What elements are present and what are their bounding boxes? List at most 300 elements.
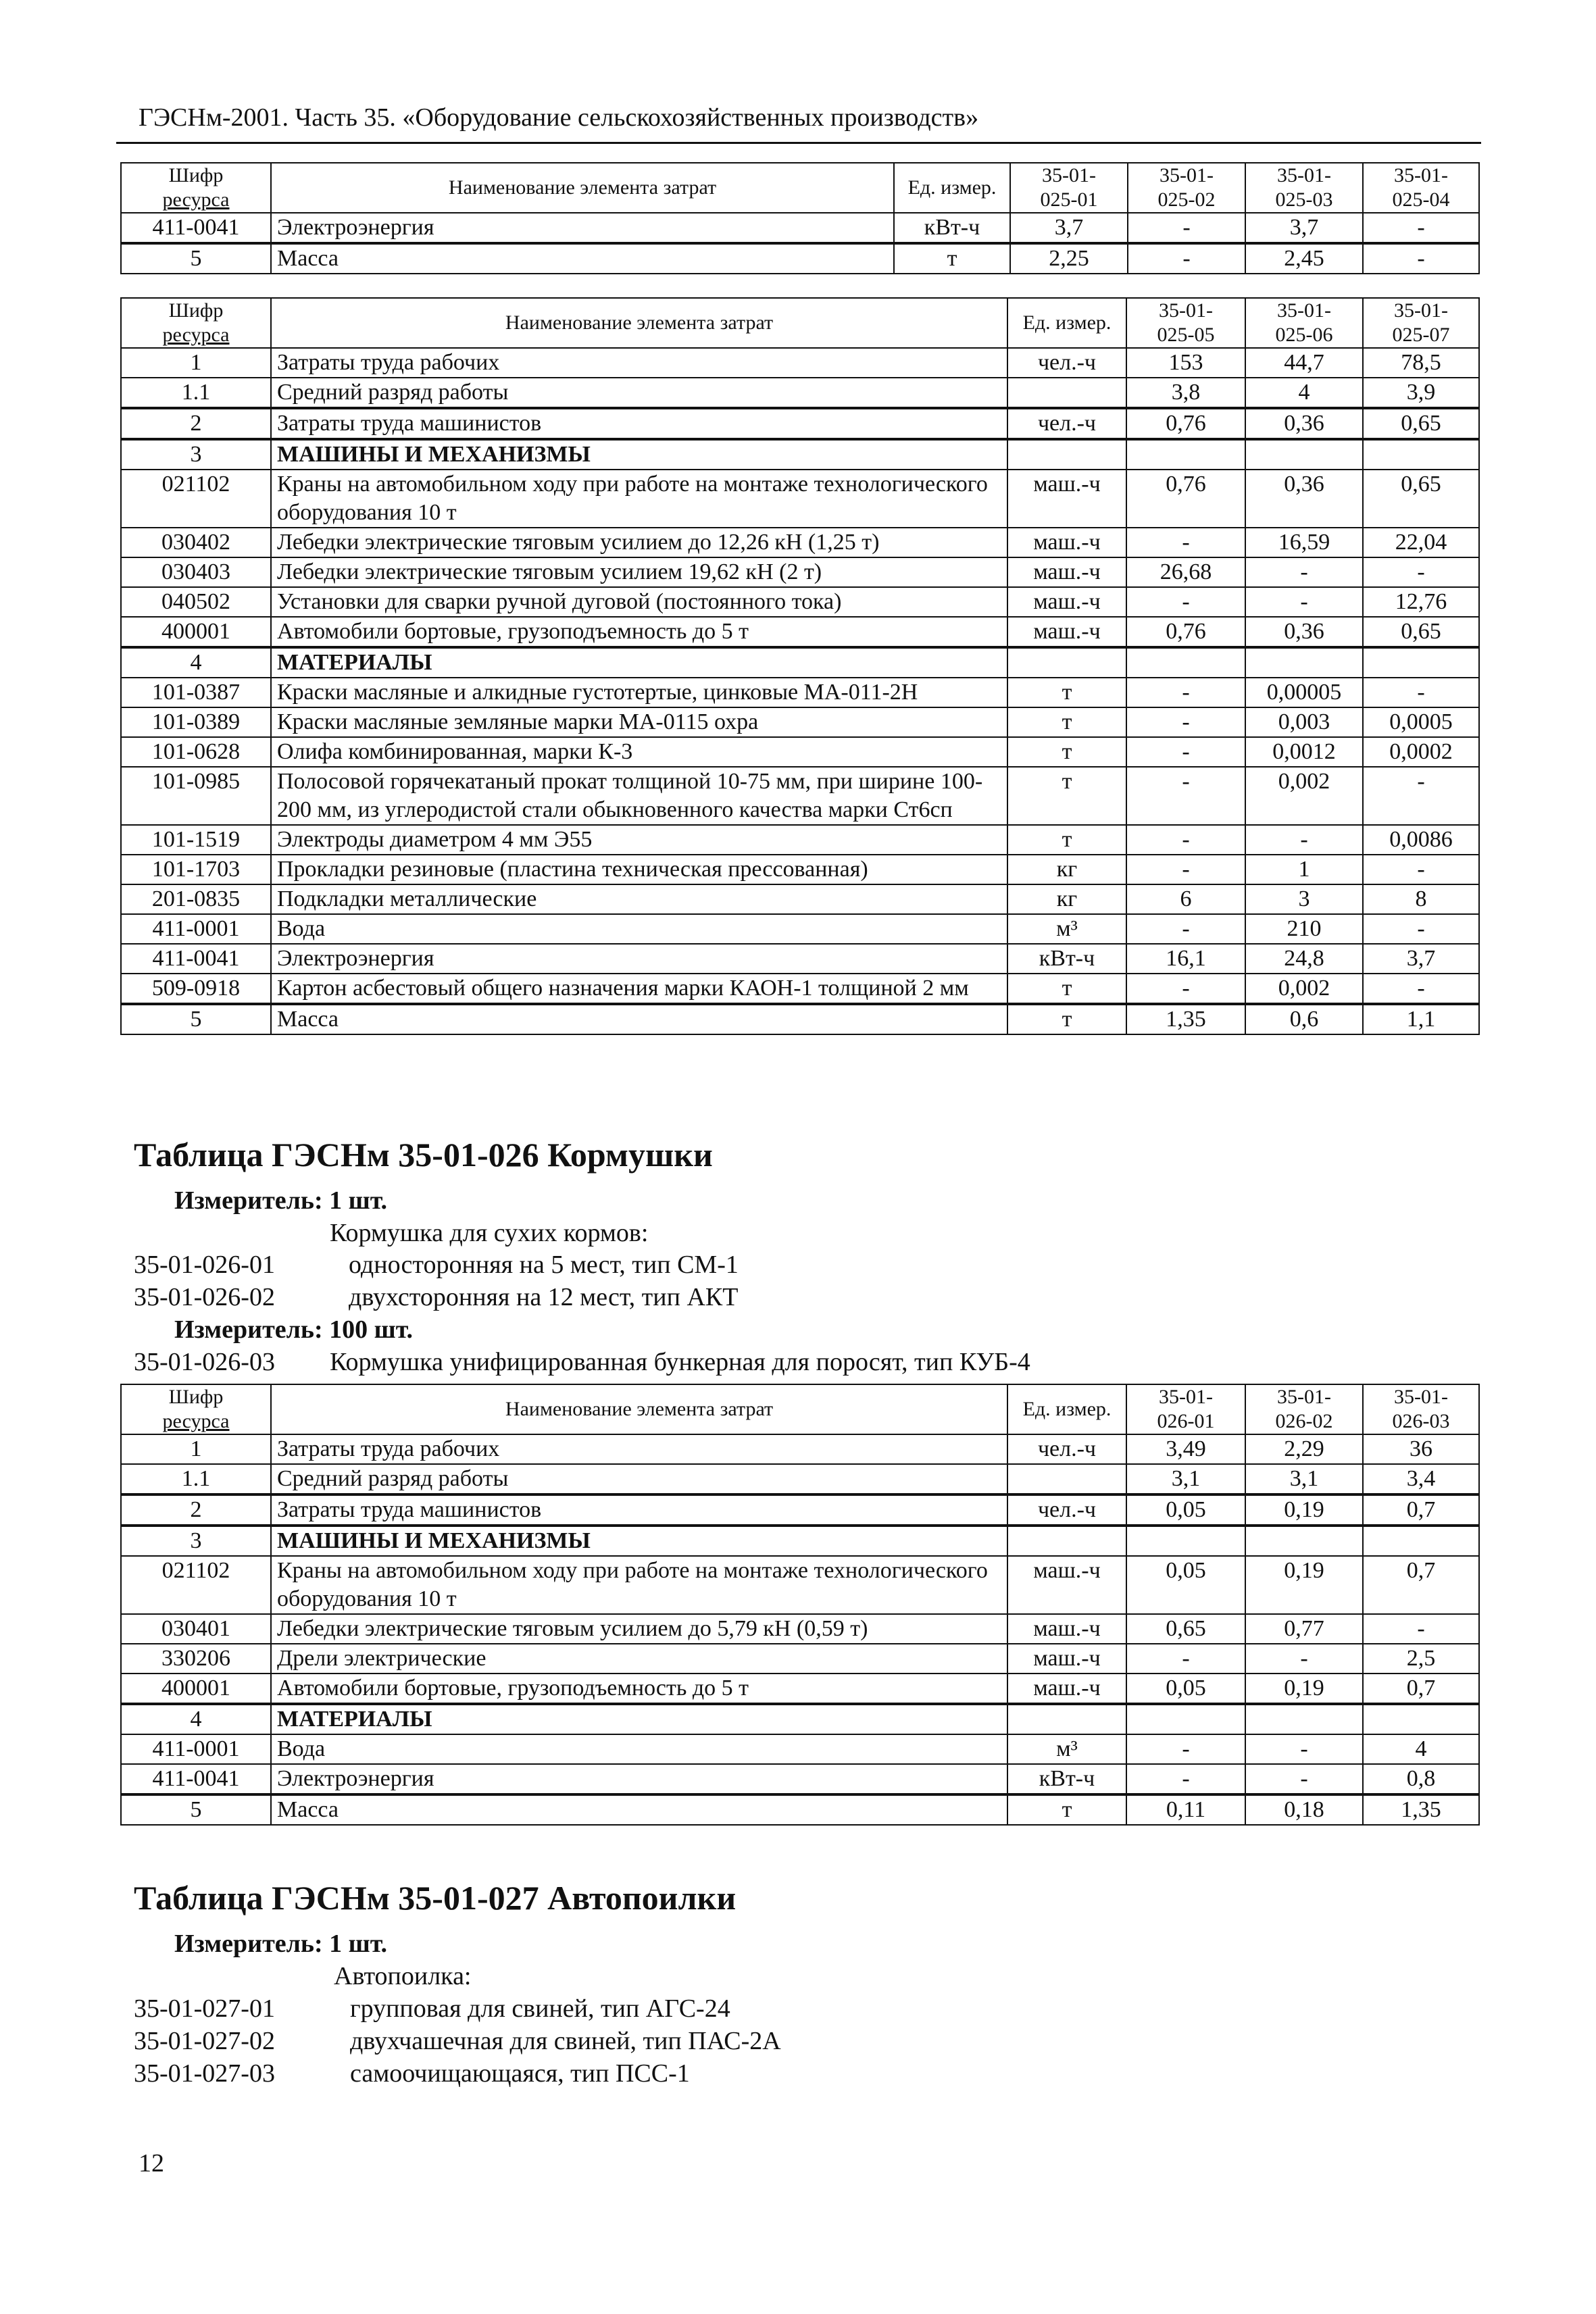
table-row <box>121 974 1479 1004</box>
row-value: 0,05 <box>1126 1556 1245 1614</box>
row-code: 411-0041 <box>121 1764 271 1794</box>
table-row <box>121 1644 1479 1674</box>
row-value: - <box>1128 213 1245 243</box>
row-name: Масса <box>271 1794 1007 1825</box>
row-value: 0,77 <box>1245 1614 1363 1644</box>
table-row <box>121 243 1479 274</box>
row-code: 330206 <box>121 1644 271 1674</box>
row-code: 021102 <box>121 1556 271 1614</box>
row-value: 0,36 <box>1245 408 1363 439</box>
row-value: 1 <box>1245 855 1363 884</box>
row-code: 411-0041 <box>121 944 271 974</box>
table-row <box>121 557 1479 587</box>
row-value: - <box>1126 587 1245 617</box>
table-row <box>121 439 1479 470</box>
row-value: 0,7 <box>1363 1674 1479 1704</box>
row-unit: т <box>894 243 1010 274</box>
row-name: Автомобили бортовые, грузоподъемность до 5 т <box>271 617 1007 647</box>
row-name: МАТЕРИАЛЫ <box>271 647 1007 678</box>
row-name: Электроэнергия <box>271 944 1007 974</box>
header-norm-code <box>1245 163 1363 213</box>
row-value: 0,11 <box>1126 1794 1245 1825</box>
table-row <box>121 1004 1479 1034</box>
row-value: 0,002 <box>1245 974 1363 1004</box>
row-code: 4 <box>121 1704 271 1734</box>
row-value: 26,68 <box>1126 557 1245 587</box>
row-unit <box>1007 1704 1126 1734</box>
row-value: 0,19 <box>1245 1556 1363 1614</box>
row-unit: чел.-ч <box>1007 1434 1126 1464</box>
row-unit: т <box>1007 825 1126 855</box>
row-value: 16,1 <box>1126 944 1245 974</box>
header-unit: Ед. измер. <box>1007 1384 1126 1434</box>
row-value: 3,8 <box>1126 378 1245 408</box>
row-unit: маш.-ч <box>1007 470 1126 528</box>
item-code: 35-01-027-03 <box>134 2059 275 2088</box>
row-value: 1,35 <box>1126 1004 1245 1034</box>
row-value: 3,7 <box>1245 213 1363 243</box>
table-026-item-3 <box>134 1347 1418 1380</box>
row-value: 0,65 <box>1363 470 1479 528</box>
row-code: 1 <box>121 1434 271 1464</box>
row-code: 400001 <box>121 617 271 647</box>
header-norm-line-1: 35-01- <box>1042 164 1096 186</box>
header-norm-line-2: 025-02 <box>1157 188 1216 211</box>
row-value <box>1245 1704 1363 1734</box>
header-norm-line-2: 026-02 <box>1275 1410 1333 1432</box>
row-name: Полосовой горячекатаный прокат толщиной 10-75 мм, при ширине 100-200 мм, из углеродистой стали обыкновенного качества марки Ст6сп <box>271 767 1007 825</box>
row-name: Вода <box>271 1734 1007 1764</box>
header-norm-line-2: 025-06 <box>1275 324 1333 346</box>
row-value: 4 <box>1363 1734 1479 1764</box>
row-value: 153 <box>1126 348 1245 378</box>
row-code: 101-0628 <box>121 737 271 767</box>
header-code-line-2: ресурса <box>162 188 230 211</box>
header-unit: Ед. измер. <box>894 163 1010 213</box>
header-norm-code <box>1010 163 1128 213</box>
header-code-line-2: ресурса <box>162 324 230 346</box>
item-code: 35-01-027-01 <box>134 1994 275 2023</box>
row-value: 0,65 <box>1363 617 1479 647</box>
row-value <box>1363 647 1479 678</box>
row-name: Дрели электрические <box>271 1644 1007 1674</box>
table-row <box>121 1464 1479 1494</box>
table-row <box>121 1764 1479 1794</box>
header-code-line-1: Шифр <box>168 164 224 186</box>
row-value: 0,7 <box>1363 1494 1479 1526</box>
row-value: 16,59 <box>1245 528 1363 557</box>
row-value: 3,7 <box>1010 213 1128 243</box>
row-value: - <box>1126 1764 1245 1794</box>
row-code: 101-0985 <box>121 767 271 825</box>
row-value: 1,1 <box>1363 1004 1479 1034</box>
row-unit: чел.-ч <box>1007 348 1126 378</box>
row-value: 36 <box>1363 1434 1479 1464</box>
table-row <box>121 855 1479 884</box>
header-norm-line-2: 025-04 <box>1392 188 1450 211</box>
row-value: 0,65 <box>1363 408 1479 439</box>
header-norm-line-2: 026-01 <box>1157 1410 1215 1432</box>
row-name: МАШИНЫ И МЕХАНИЗМЫ <box>271 439 1007 470</box>
page-number: 12 <box>139 2149 164 2178</box>
row-code: 3 <box>121 1526 271 1556</box>
row-value: 0,18 <box>1245 1794 1363 1825</box>
row-name: Вода <box>271 914 1007 944</box>
row-unit: кВт-ч <box>894 213 1010 243</box>
header-norm-line-2: 025-03 <box>1275 188 1333 211</box>
row-value: 2,25 <box>1010 243 1128 274</box>
row-unit: т <box>1007 974 1126 1004</box>
row-unit: кВт-ч <box>1007 944 1126 974</box>
header-norm-line-1: 35-01- <box>1394 1386 1448 1408</box>
row-value: - <box>1363 213 1479 243</box>
row-value: 2,5 <box>1363 1644 1479 1674</box>
row-value: 0,19 <box>1245 1494 1363 1526</box>
row-value: - <box>1126 855 1245 884</box>
row-value: 24,8 <box>1245 944 1363 974</box>
row-value: - <box>1363 974 1479 1004</box>
row-unit: т <box>1007 1004 1126 1034</box>
row-value: - <box>1128 243 1245 274</box>
header-norm-line-1: 35-01- <box>1159 164 1214 186</box>
header-norm-code <box>1126 1384 1245 1434</box>
item-text: Кормушка унифицированная бункерная для поросят, тип КУБ-4 <box>330 1348 1030 1376</box>
row-code: 201-0835 <box>121 884 271 914</box>
table-row <box>121 470 1479 528</box>
row-unit: м³ <box>1007 914 1126 944</box>
row-code: 030401 <box>121 1614 271 1644</box>
running-header: ГЭСНм-2001. Часть 35. «Оборудование сельскохозяйственных производств» <box>139 103 979 132</box>
header-name: Наименование элемента затрат <box>271 1384 1007 1434</box>
row-unit: т <box>1007 1794 1126 1825</box>
row-unit <box>1007 1464 1126 1494</box>
item-code: 35-01-026-02 <box>134 1283 275 1311</box>
row-name: Затраты труда рабочих <box>271 1434 1007 1464</box>
row-value: 3,9 <box>1363 378 1479 408</box>
row-code: 101-0387 <box>121 678 271 707</box>
header-norm-line-1: 35-01- <box>1159 299 1213 322</box>
row-value <box>1126 1526 1245 1556</box>
row-code: 5 <box>121 1794 271 1825</box>
row-code: 3 <box>121 439 271 470</box>
header-code-line-2: ресурса <box>162 1410 230 1432</box>
header-name: Наименование элемента затрат <box>271 163 894 213</box>
row-code: 1.1 <box>121 378 271 408</box>
row-unit: чел.-ч <box>1007 408 1126 439</box>
table-026-measure-1: Измеритель: 1 шт. <box>174 1186 388 1215</box>
table-row <box>121 1704 1479 1734</box>
table-row <box>121 1734 1479 1764</box>
row-unit: маш.-ч <box>1007 1674 1126 1704</box>
row-value: - <box>1126 825 1245 855</box>
row-value: - <box>1245 825 1363 855</box>
row-unit <box>1007 378 1126 408</box>
table-row <box>121 528 1479 557</box>
row-name: Затраты труда машинистов <box>271 408 1007 439</box>
row-code: 400001 <box>121 1674 271 1704</box>
row-value: 3,7 <box>1363 944 1479 974</box>
row-unit: т <box>1007 737 1126 767</box>
row-name: Автомобили бортовые, грузоподъемность до 5 т <box>271 1674 1007 1704</box>
header-norm-line-1: 35-01- <box>1159 1386 1213 1408</box>
header-rule <box>116 142 1481 144</box>
row-code: 030403 <box>121 557 271 587</box>
row-value: - <box>1126 1734 1245 1764</box>
row-name: МАШИНЫ И МЕХАНИЗМЫ <box>271 1526 1007 1556</box>
table-027-title: Таблица ГЭСНм 35-01-027 Автопоилки <box>134 1879 737 1917</box>
table-027-measure-1: Измеритель: 1 шт. <box>174 1930 388 1958</box>
row-value: - <box>1126 914 1245 944</box>
row-value: 6 <box>1126 884 1245 914</box>
row-value: 210 <box>1245 914 1363 944</box>
row-code: 411-0001 <box>121 1734 271 1764</box>
row-value: 2,29 <box>1245 1434 1363 1464</box>
header-norm-line-2: 025-01 <box>1040 188 1098 211</box>
row-code: 021102 <box>121 470 271 528</box>
item-text: двухсторонняя на 12 мест, тип АКТ <box>349 1283 739 1311</box>
header-norm-line-2: 025-05 <box>1157 324 1215 346</box>
header-norm-code <box>1363 163 1479 213</box>
row-value: 44,7 <box>1245 348 1363 378</box>
row-value: 3,1 <box>1126 1464 1245 1494</box>
item-code: 35-01-027-02 <box>134 2027 275 2055</box>
table-row <box>121 825 1479 855</box>
row-value: - <box>1363 1614 1479 1644</box>
item-text: групповая для свиней, тип АГС-24 <box>350 1994 730 2023</box>
row-code: 5 <box>121 243 271 274</box>
header-code <box>121 163 271 213</box>
row-unit: маш.-ч <box>1007 528 1126 557</box>
table-row <box>121 737 1479 767</box>
row-name: Олифа комбинированная, марки К-3 <box>271 737 1007 767</box>
row-unit <box>1007 1526 1126 1556</box>
row-name: Лебедки электрические тяговым усилием до 12,26 кН (1,25 т) <box>271 528 1007 557</box>
row-unit: кг <box>1007 855 1126 884</box>
resource-table-026 <box>120 1384 1480 1826</box>
row-name: Установки для сварки ручной дуговой (постоянного тока) <box>271 587 1007 617</box>
row-name: Лебедки электрические тяговым усилием 19,62 кН (2 т) <box>271 557 1007 587</box>
table-header-row <box>121 1384 1479 1434</box>
row-value: - <box>1245 557 1363 587</box>
row-unit: кВт-ч <box>1007 1764 1126 1794</box>
row-name: Масса <box>271 243 894 274</box>
table-row <box>121 378 1479 408</box>
header-code-line-1: Шифр <box>168 1386 224 1408</box>
item-text: самоочищающаяся, тип ПСС-1 <box>350 2059 690 2088</box>
table-026-measure-2: Измеритель: 100 шт. <box>174 1315 414 1344</box>
row-unit: маш.-ч <box>1007 557 1126 587</box>
header-name: Наименование элемента затрат <box>271 298 1007 348</box>
row-value: 0,8 <box>1363 1764 1479 1794</box>
row-value: 3 <box>1245 884 1363 914</box>
row-value: - <box>1126 1644 1245 1674</box>
row-code: 030402 <box>121 528 271 557</box>
row-unit: маш.-ч <box>1007 617 1126 647</box>
row-name: Краски масляные земляные марки МА-0115 охра <box>271 707 1007 737</box>
row-value: 3,49 <box>1126 1434 1245 1464</box>
row-code: 5 <box>121 1004 271 1034</box>
row-code: 101-1703 <box>121 855 271 884</box>
item-text: односторонняя на 5 мест, тип СМ-1 <box>349 1251 739 1279</box>
row-unit: маш.-ч <box>1007 1644 1126 1674</box>
row-value: 78,5 <box>1363 348 1479 378</box>
resource-table-025-part1 <box>120 162 1480 274</box>
table-row <box>121 944 1479 974</box>
row-unit: т <box>1007 707 1126 737</box>
row-unit: м³ <box>1007 1734 1126 1764</box>
row-value <box>1245 439 1363 470</box>
header-norm-code <box>1128 163 1245 213</box>
row-value: - <box>1126 528 1245 557</box>
row-value: - <box>1126 737 1245 767</box>
table-row <box>121 1556 1479 1614</box>
table-027-group-label: Автопоилка: <box>334 1962 472 1990</box>
header-norm-line-1: 35-01- <box>1394 164 1448 186</box>
table-header-row <box>121 163 1479 213</box>
row-value: 12,76 <box>1363 587 1479 617</box>
row-value: 0,0012 <box>1245 737 1363 767</box>
table-row <box>121 1526 1479 1556</box>
table-row <box>121 767 1479 825</box>
row-value: 0,05 <box>1126 1494 1245 1526</box>
header-unit: Ед. измер. <box>1007 298 1126 348</box>
table-row <box>121 348 1479 378</box>
row-unit: чел.-ч <box>1007 1494 1126 1526</box>
header-norm-line-1: 35-01- <box>1277 1386 1331 1408</box>
row-code: 2 <box>121 408 271 439</box>
row-name: Затраты труда машинистов <box>271 1494 1007 1526</box>
row-name: Краны на автомобильном ходу при работе на монтаже технологического оборудования 10 т <box>271 1556 1007 1614</box>
row-value: - <box>1363 243 1479 274</box>
row-name: Подкладки металлические <box>271 884 1007 914</box>
row-name: Картон асбестовый общего назначения марки КАОН-1 толщиной 2 мм <box>271 974 1007 1004</box>
header-norm-line-2: 026-03 <box>1392 1410 1450 1432</box>
table-row <box>121 1494 1479 1526</box>
row-code: 1 <box>121 348 271 378</box>
row-name: Затраты труда рабочих <box>271 348 1007 378</box>
item-code: 35-01-026-03 <box>134 1348 275 1376</box>
row-value <box>1245 1526 1363 1556</box>
table-row <box>121 678 1479 707</box>
row-unit <box>1007 439 1126 470</box>
row-name: Краны на автомобильном ходу при работе на монтаже технологического оборудования 10 т <box>271 470 1007 528</box>
table-026-item-2 <box>134 1282 1418 1315</box>
row-value: 0,0002 <box>1363 737 1479 767</box>
row-value: - <box>1363 767 1479 825</box>
row-unit: т <box>1007 767 1126 825</box>
row-value: 8 <box>1363 884 1479 914</box>
row-value: 0,00005 <box>1245 678 1363 707</box>
row-unit: маш.-ч <box>1007 1614 1126 1644</box>
row-code: 411-0001 <box>121 914 271 944</box>
row-value <box>1363 1704 1479 1734</box>
row-value: - <box>1363 678 1479 707</box>
row-value <box>1245 647 1363 678</box>
row-value: 0,65 <box>1126 1614 1245 1644</box>
row-value <box>1363 1526 1479 1556</box>
row-unit: кг <box>1007 884 1126 914</box>
row-code: 101-1519 <box>121 825 271 855</box>
row-value: 0,76 <box>1126 408 1245 439</box>
row-value <box>1126 439 1245 470</box>
row-value: 0,36 <box>1245 617 1363 647</box>
row-value: - <box>1363 914 1479 944</box>
row-value: - <box>1363 557 1479 587</box>
row-value: - <box>1245 587 1363 617</box>
row-unit <box>1007 647 1126 678</box>
row-name: Средний разряд работы <box>271 378 1007 408</box>
header-norm-code <box>1363 298 1479 348</box>
row-value: 0,05 <box>1126 1674 1245 1704</box>
header-code <box>121 298 271 348</box>
header-norm-code <box>1245 1384 1363 1434</box>
item-text: двухчашечная для свиней, тип ПАС-2А <box>350 2027 781 2055</box>
table-027-item-2 <box>134 2026 1418 2059</box>
row-value: 3,4 <box>1363 1464 1479 1494</box>
header-code <box>121 1384 271 1434</box>
row-code: 411-0041 <box>121 213 271 243</box>
row-name: МАТЕРИАЛЫ <box>271 1704 1007 1734</box>
row-name: Краски масляные и алкидные густотертые, цинковые МА-011-2Н <box>271 678 1007 707</box>
row-name: Электроэнергия <box>271 1764 1007 1794</box>
header-norm-code <box>1245 298 1363 348</box>
row-value: 2,45 <box>1245 243 1363 274</box>
header-norm-code <box>1126 298 1245 348</box>
header-norm-line-2: 025-07 <box>1392 324 1450 346</box>
header-code-line-1: Шифр <box>168 299 224 322</box>
row-unit: маш.-ч <box>1007 587 1126 617</box>
item-code: 35-01-026-01 <box>134 1251 275 1279</box>
table-row <box>121 1674 1479 1704</box>
header-norm-line-1: 35-01- <box>1277 164 1331 186</box>
row-name: Масса <box>271 1004 1007 1034</box>
row-name: Лебедки электрические тяговым усилием до 5,79 кН (0,59 т) <box>271 1614 1007 1644</box>
row-name: Электроэнергия <box>271 213 894 243</box>
row-name: Электроды диаметром 4 мм Э55 <box>271 825 1007 855</box>
table-row <box>121 213 1479 243</box>
row-value: - <box>1245 1764 1363 1794</box>
row-value: 3,1 <box>1245 1464 1363 1494</box>
table-row <box>121 707 1479 737</box>
row-value: - <box>1126 974 1245 1004</box>
row-name: Средний разряд работы <box>271 1464 1007 1494</box>
row-value: - <box>1126 707 1245 737</box>
row-code: 101-0389 <box>121 707 271 737</box>
row-code: 040502 <box>121 587 271 617</box>
row-value: 22,04 <box>1363 528 1479 557</box>
row-value: 0,19 <box>1245 1674 1363 1704</box>
header-norm-line-1: 35-01- <box>1394 299 1448 322</box>
row-value: 0,36 <box>1245 470 1363 528</box>
resource-table-025-part2 <box>120 297 1480 1035</box>
row-value: 0,0086 <box>1363 825 1479 855</box>
table-row <box>121 408 1479 439</box>
row-value: - <box>1245 1644 1363 1674</box>
table-026-title: Таблица ГЭСНм 35-01-026 Кормушки <box>134 1136 713 1174</box>
table-row <box>121 617 1479 647</box>
table-027-item-3 <box>134 2059 1418 2091</box>
row-value: 0,002 <box>1245 767 1363 825</box>
row-value: 0,7 <box>1363 1556 1479 1614</box>
row-value: - <box>1245 1734 1363 1764</box>
table-row <box>121 1434 1479 1464</box>
table-026-group-label: Кормушка для сухих кормов: <box>330 1219 649 1247</box>
row-code: 4 <box>121 647 271 678</box>
row-code: 1.1 <box>121 1464 271 1494</box>
header-norm-code <box>1363 1384 1479 1434</box>
row-value: 0,0005 <box>1363 707 1479 737</box>
row-value: - <box>1126 767 1245 825</box>
